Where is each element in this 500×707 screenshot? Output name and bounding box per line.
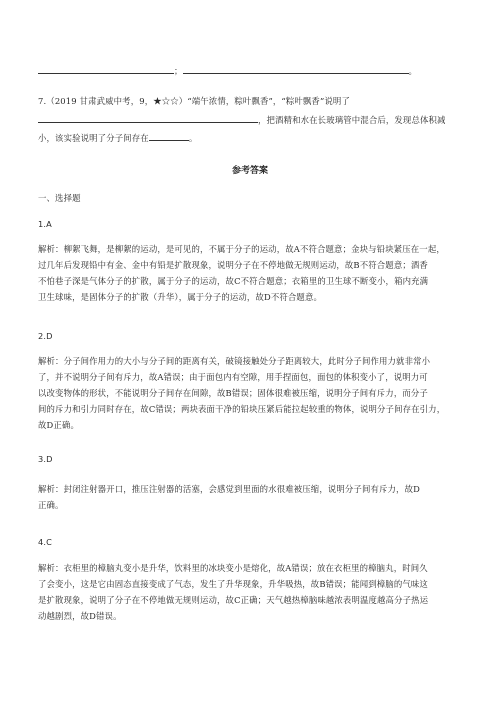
answer-number: 2.D <box>38 331 53 341</box>
answers-title: 参考答案 <box>231 166 268 176</box>
answer-explanation-line: 解析：衣柜里的樟脑丸变小是升华，饮料里的冰块变小是熔化，故A错误；放在衣柜里的樟脑丸，时间久 <box>38 563 428 573</box>
answer-number: 1.A <box>38 219 52 229</box>
answer-blank[interactable] <box>38 113 258 123</box>
answer-explanation-line: 解析：封闭注射器开口，推压注射器的活塞，会感觉到里面的水很难被压缩，说明分子间有斥力，故D <box>38 484 420 494</box>
answer-explanation-line: 间的斥力和引力同时存在，故C错误；两块表面干净的铅块压紧后能拉起较重的物体，说明分子间存在引力， <box>38 404 446 414</box>
answer-blank[interactable] <box>38 64 174 74</box>
answer-blank[interactable] <box>183 64 409 74</box>
end-mark: 。 <box>188 133 198 143</box>
answer-explanation-line: 是扩散现象，说明了分子在不停地做无规则运动，故C正确；天气越热樟脑味越浓表明温度越高分子热运 <box>38 595 429 605</box>
answer-explanation-line: 了，并不说明分子间有斥力，故A错误；由于面包内有空隙，用手捏面包，面包的体积变小了，说明力可 <box>38 372 428 382</box>
answer-explanation-line: 解析：柳絮飞舞，是柳絮的运动，是可见的，不属于分子的运动，故A不符合题意；金块与铅块紧压在一起， <box>38 244 445 254</box>
answer-explanation-line: 过几年后发现铅中有金、金中有铅是扩散现象，说明分子在不停地做无规则运动，故B不符合题意；酒香 <box>38 260 428 270</box>
section-heading: 一、选择题 <box>38 193 81 203</box>
answer-explanation-line: 不怕巷子深是气体分子的扩散，属于分子的运动，故C不符合题意；衣箱里的卫生球不断变小，箱内充满 <box>38 276 429 286</box>
answer-explanation-line: 了会变小，这是它由固态直接变成了气态，发生了升华现象，升华吸热，故B错误；能闻到樟脑的气味这 <box>38 579 428 589</box>
question-7-line-1: 7.（2019 甘肃武威中考，9，★☆☆）“端午浓情，粽叶飘香”，“粽叶飘香”说明了 <box>38 96 350 106</box>
answer-number: 3.D <box>38 454 53 464</box>
answer-explanation-line: 故D正确。 <box>38 420 79 430</box>
question-6-answer-line <box>38 64 458 77</box>
end-mark: 。 <box>408 66 418 76</box>
question-7-line-2 <box>38 113 458 126</box>
answer-explanation-line: 卫生球味，是固体分子的扩散（升华），属于分子的运动，故D不符合题意。 <box>38 292 322 302</box>
question-7-line-3 <box>38 131 458 144</box>
answer-explanation-line: 正确。 <box>38 500 64 510</box>
answer-number: 4.C <box>38 537 52 547</box>
answer-blank[interactable] <box>149 131 189 141</box>
question-7-text: ，把酒精和水在长玻璃管中混合后，发现总体积减 <box>258 115 446 125</box>
separator: ； <box>174 66 183 76</box>
answer-explanation-line: 解析：分子间作用力的大小与分子间的距离有关，破镜接触处分子距离较大，此时分子间作用力就非常小 <box>38 356 431 366</box>
answer-explanation-line: 以改变物体的形状，不能说明分子间存在间隙，故B错误；固体很难被压缩，说明分子间有斥力，而分子 <box>38 388 428 398</box>
answer-explanation-line: 动越剧烈，故D错误。 <box>38 611 122 621</box>
question-7-text: 小，该实验说明了分子间存在 <box>38 133 149 143</box>
